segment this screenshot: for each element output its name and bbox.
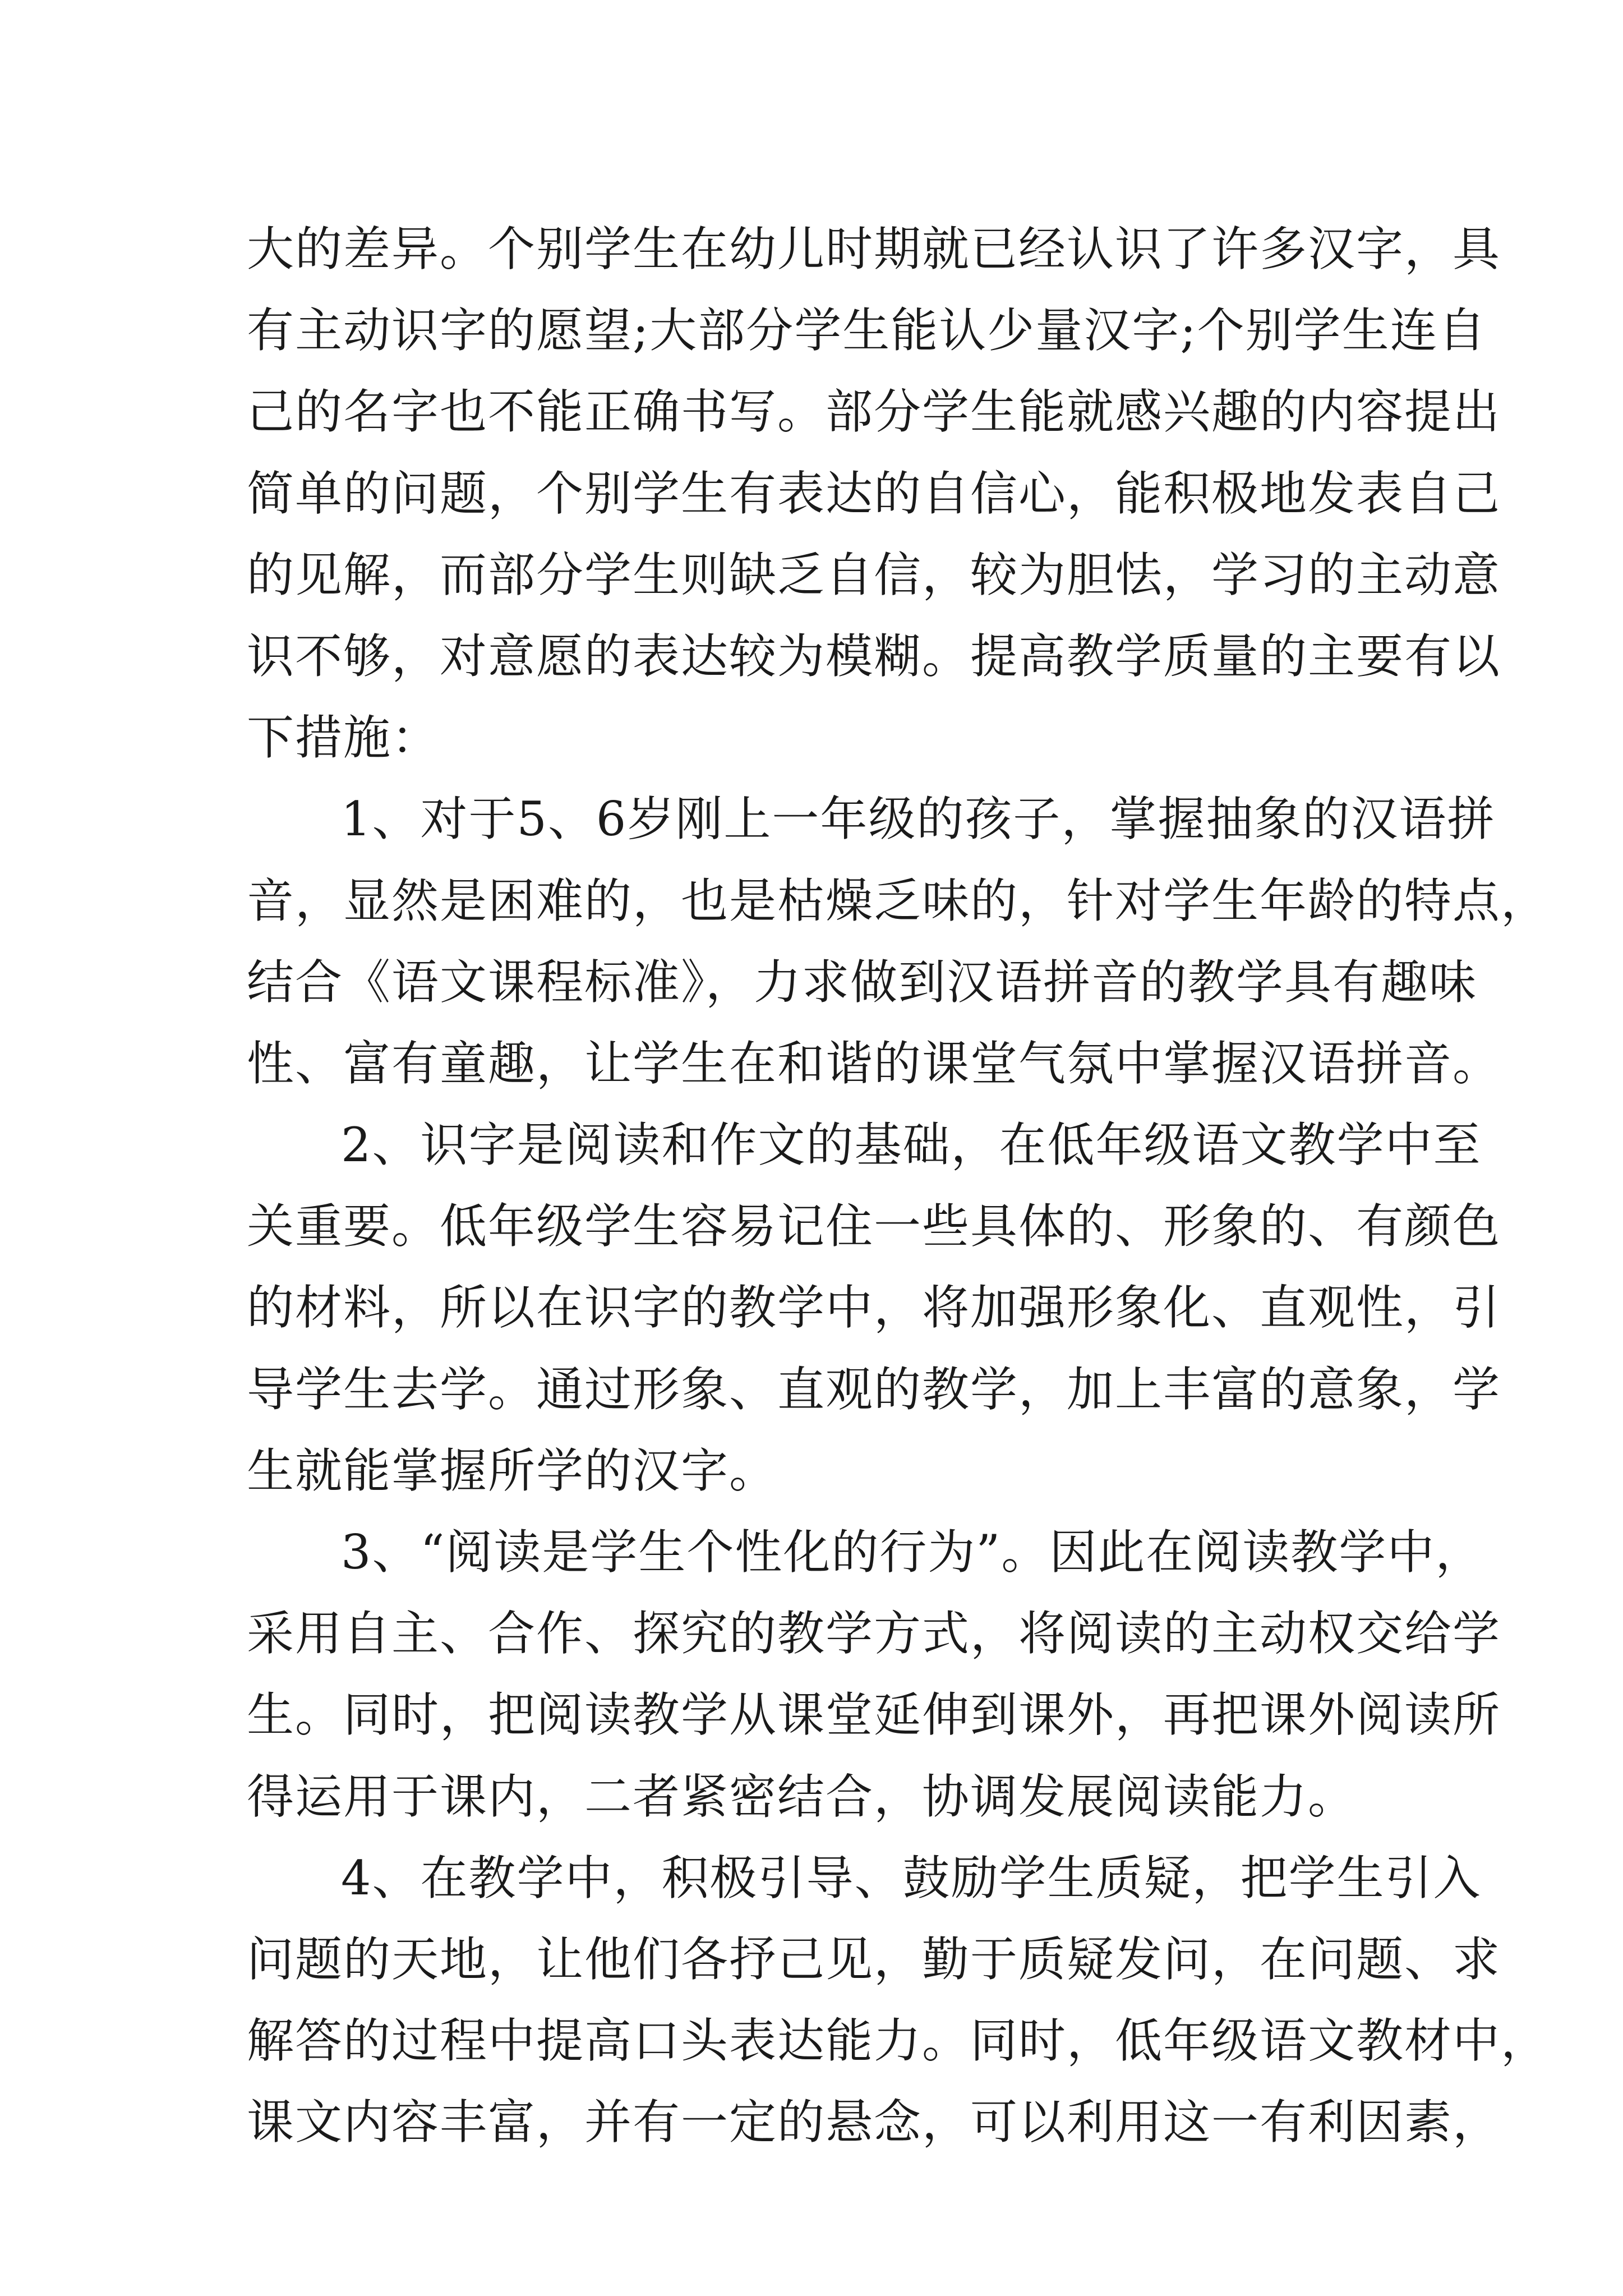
paragraph-start-line: 3、“阅读是学生个性化的行为”。因此在阅读教学中， [341,1525,1484,1580]
text-line: 音，显然是困难的，也是枯燥乏味的，针对学生年龄的特点， [247,873,1550,928]
paragraph-start-line: 1、对于5、6岁刚上一年级的孩子，掌握抽象的汉语拼 [341,792,1496,847]
text-line: 有主动识字的愿望;大部分学生能认少量汉字;个别学生连自 [247,303,1487,358]
text-line: 结合《语文课程标准》，力求做到汉语拼音的教学具有趣味 [247,954,1478,1010]
text-line: 识不够，对意愿的表达较为模糊。提高教学质量的主要有以 [247,628,1501,684]
text-line: 的见解，而部分学生则缺乏自信，较为胆怯，学习的主动意 [247,547,1501,602]
text-line: 简单的问题，个别学生有表达的自信心，能积极地发表自己 [247,466,1501,521]
text-line: 己的名字也不能正确书写。部分学生能就感兴趣的内容提出 [247,384,1501,440]
text-line: 下措施： [247,710,440,766]
text-line: 课文内容丰富，并有一定的悬念，可以利用这一有利因素， [247,2095,1501,2150]
text-line: 的材料，所以在识字的教学中，将加强形象化、直观性，引 [247,1280,1501,1336]
body-text [247,209,1550,2164]
text-line: 得运用于课内，二者紧密结合，协调发展阅读能力。 [247,1769,1357,1824]
text-line: 生就能掌握所学的汉字。 [247,1443,778,1498]
text-line: 导学生去学。通过形象、直观的教学，加上丰富的意象，学 [247,1361,1501,1417]
text-line: 大的差异。个别学生在幼儿时期就已经认识了许多汉字，具 [247,222,1501,277]
text-line: 关重要。低年级学生容易记住一些具体的、形象的、有颜色 [247,1199,1501,1254]
paragraph-start-line: 4、在教学中，积极引导、鼓励学生质疑，把学生引入 [341,1850,1482,1906]
text-line: 采用自主、合作、探究的教学方式，将阅读的主动权交给学 [247,1606,1501,1662]
text-line: 生。同时，把阅读教学从课堂延伸到课外，再把课外阅读所 [247,1687,1501,1743]
paragraph-start-line: 2、识字是阅读和作文的基础，在低年级语文教学中至 [341,1117,1482,1173]
text-line: 问题的天地，让他们各抒己见，勤于质疑发问，在问题、求 [247,1931,1501,1987]
text-line: 解答的过程中提高口头表达能力。同时，低年级语文教材中， [247,2013,1550,2069]
text-line: 性、富有童趣，让学生在和谐的课堂气氛中掌握汉语拼音。 [247,1036,1501,1091]
